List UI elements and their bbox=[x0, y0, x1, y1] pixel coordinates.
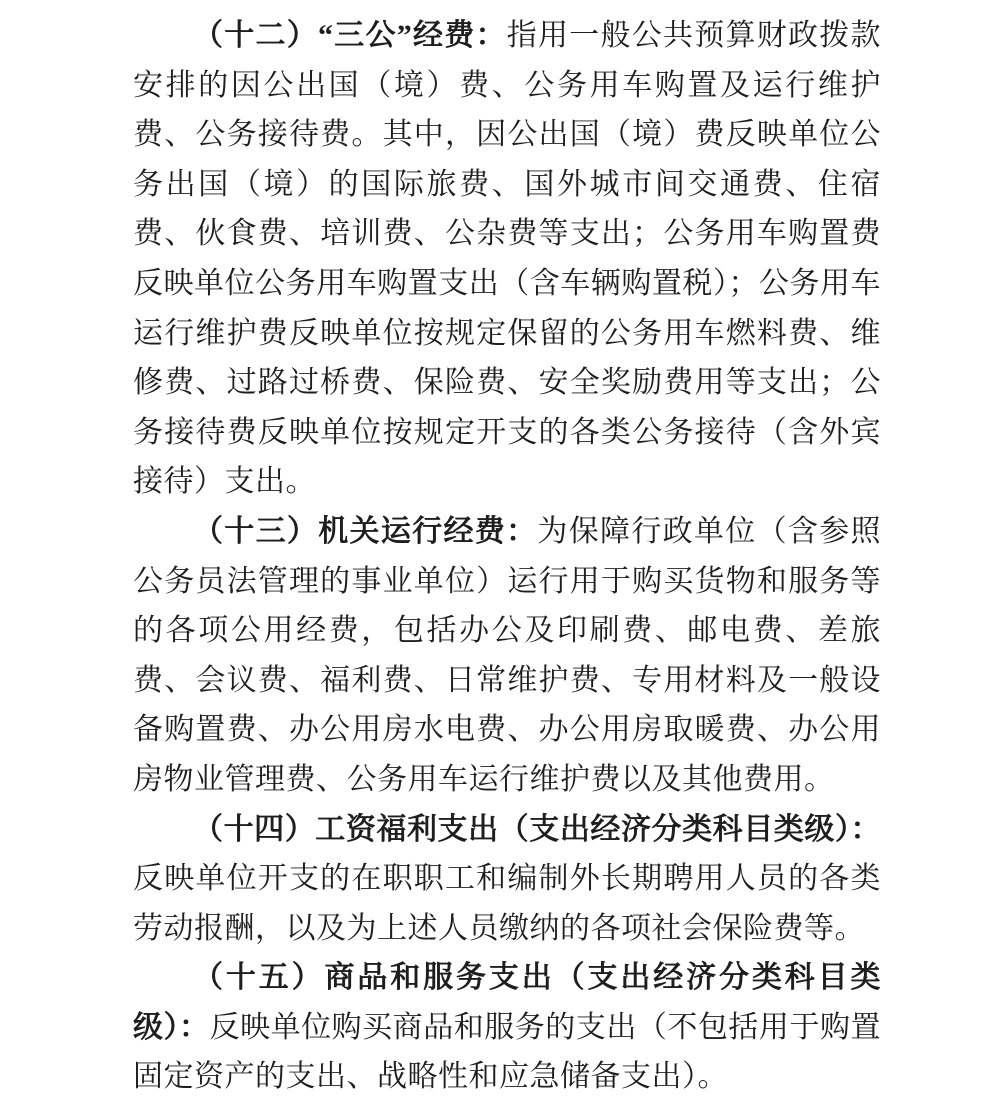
paragraph-body: 反映单位开支的在职职工和编制外长期聘用人员的各类劳动报酬，以及为上述人员缴纳的各项社会保险费等。 bbox=[133, 862, 881, 945]
paragraph-12-sangong-expenses bbox=[133, 11, 881, 507]
paragraph-body: 反映单位购买商品和服务的支出（不包括用于购置固定资产的支出、战略性和应急储备支出）。 bbox=[133, 1010, 881, 1094]
paragraph-body: 指用一般公共预算财政拨款安排的因公出国（境）费、公务用车购置及运行维护费、公务接待费。其中，因公出国（境）费反映单位公务出国（境）的国际旅费、国外城市间交通费、住宿费、伙食费、培训费、公杂费等支出；公务用车购置费反映单位公务用车购置支出（含车辆购置税）；公务用车运行维护费反映单位按规定保留的公务用车燃料费、维修费、过路过桥费、保险费、安全奖励费用等支出；公务接待费反映单位按规定开支的各类公务接待（含外宾接待）支出。 bbox=[133, 19, 881, 499]
paragraph-lead: （十五）商品和服务支出（支出经济分类科目类级）： bbox=[133, 961, 881, 1044]
paragraph-lead: （十四）工资福利支出（支出经济分类科目类级）： bbox=[193, 812, 881, 846]
paragraph-13-agency-operating-funds bbox=[133, 507, 881, 805]
paragraph-lead: （十三）机关运行经费： bbox=[193, 514, 538, 548]
paragraph-15-goods-services-expenditure bbox=[133, 953, 881, 1102]
paragraph-body: 为保障行政单位（含参照公务员法管理的事业单位）运行用于购买货物和服务等的各项公用经费，包括办公及印刷费、邮电费、差旅费、会议费、福利费、日常维护费、专用材料及一般设备购置费、办公用房水电费、办公用房取暖费、办公用房物业管理费、公务用车运行维护费以及其他费用。 bbox=[133, 514, 882, 796]
paragraph-14-wage-welfare-expenditure bbox=[133, 805, 881, 954]
paragraph-lead: （十二）“三公”经费： bbox=[193, 19, 507, 52]
